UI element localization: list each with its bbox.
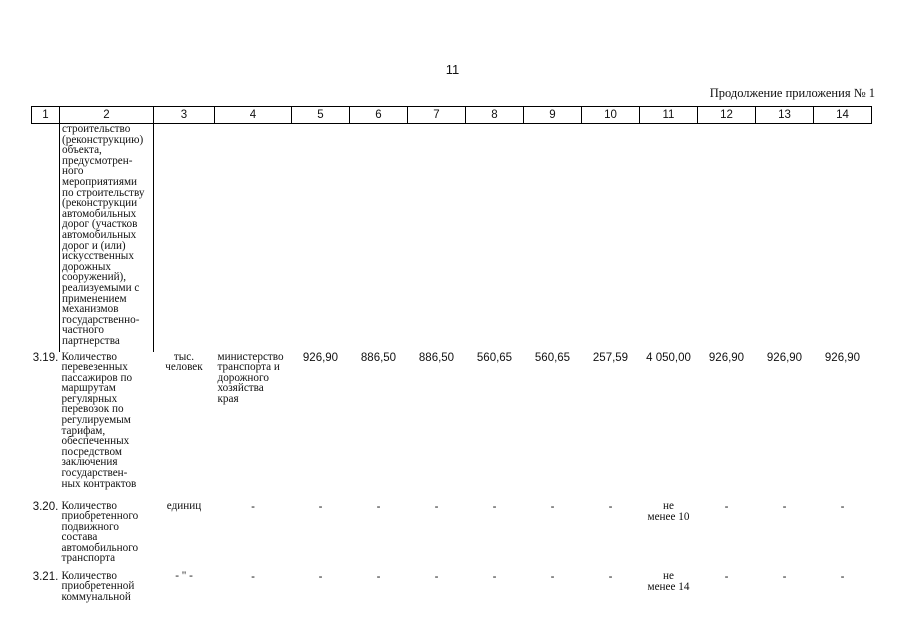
row-value: 926,90 [302, 351, 339, 364]
row-value: не менее 10 [647, 499, 690, 523]
row-value: - [550, 500, 555, 513]
row-responsible: - [251, 570, 255, 583]
row-value: - [492, 570, 497, 583]
row-responsible: министерство транспорта и дорожного хозяйства края [217, 350, 284, 405]
column-number: 2 [60, 107, 154, 124]
column-number: 12 [698, 107, 756, 124]
column-number: 6 [350, 107, 408, 124]
column-number: 8 [466, 107, 524, 124]
row-description: Количество перевезенных пассажиров по маршрутам регулярных перевозок по регулируемым тарифам, обеспеченных посредством заключения государствен- ных контрактов [61, 350, 137, 490]
row-value: 926,90 [824, 351, 861, 364]
page-number: 11 [445, 62, 460, 77]
row-value: не менее 14 [647, 569, 690, 593]
row-value: 560,65 [476, 351, 513, 364]
row-value: - [782, 500, 787, 513]
row-value: 257,59 [592, 351, 629, 364]
column-number: 14 [814, 107, 872, 124]
continued-row [32, 124, 872, 352]
row-value: 926,90 [708, 351, 745, 364]
column-number: 9 [524, 107, 582, 124]
continued-description: строительство (реконструкцию) объекта, предусмотрен- ного мероприятиями по строительству (реконструкции автомобильных дорог (участков автомобильных дорог и (или) искусственных дорожных сооружений), реализуемыми с применением механизмов государственно- частного партнерства [62, 123, 145, 347]
row-value: - [376, 500, 381, 513]
row-index: 3.21. [32, 570, 59, 583]
row-value: - [376, 570, 381, 583]
row-value: - [608, 500, 613, 513]
row-value: - [434, 500, 439, 513]
row-value: 926,90 [766, 351, 803, 364]
row-value: - [318, 570, 323, 583]
row-value: - [318, 500, 323, 513]
row-index: 3.19. [32, 351, 59, 364]
row-description: Количество приобретенного подвижного состава автомобильного транспорта [61, 499, 139, 565]
row-unit: тыс. человек [165, 350, 203, 374]
column-number: 1 [32, 107, 60, 124]
row-value: - [550, 570, 555, 583]
row-value: - [782, 570, 787, 583]
column-number: 11 [640, 107, 698, 124]
row-value: 886,50 [418, 351, 455, 364]
column-number: 4 [215, 107, 292, 124]
row-value: - [724, 570, 729, 583]
row-value: - [840, 570, 845, 583]
row-value: 886,50 [360, 351, 397, 364]
table-row [32, 501, 872, 571]
appendix-table [31, 106, 872, 611]
column-number: 7 [408, 107, 466, 124]
row-responsible: - [251, 500, 255, 513]
row-value: - [492, 500, 497, 513]
column-number-row [32, 107, 872, 124]
row-unit: - " - [175, 569, 193, 582]
row-value: 560,65 [534, 351, 571, 364]
column-number: 3 [154, 107, 215, 124]
row-value: - [840, 500, 845, 513]
row-value: - [608, 570, 613, 583]
table-row [32, 352, 872, 501]
column-number: 10 [582, 107, 640, 124]
column-number: 5 [292, 107, 350, 124]
continuation-title: Продолжение приложения № 1 [709, 86, 875, 100]
row-value: - [724, 500, 729, 513]
column-number: 13 [756, 107, 814, 124]
row-index: 3.20. [32, 500, 59, 513]
row-unit: единиц [166, 499, 202, 512]
row-description: Количество приобретенной коммунальной [61, 569, 135, 603]
table-row [32, 571, 872, 611]
row-value: - [434, 570, 439, 583]
row-value: 4 050,00 [646, 351, 691, 364]
